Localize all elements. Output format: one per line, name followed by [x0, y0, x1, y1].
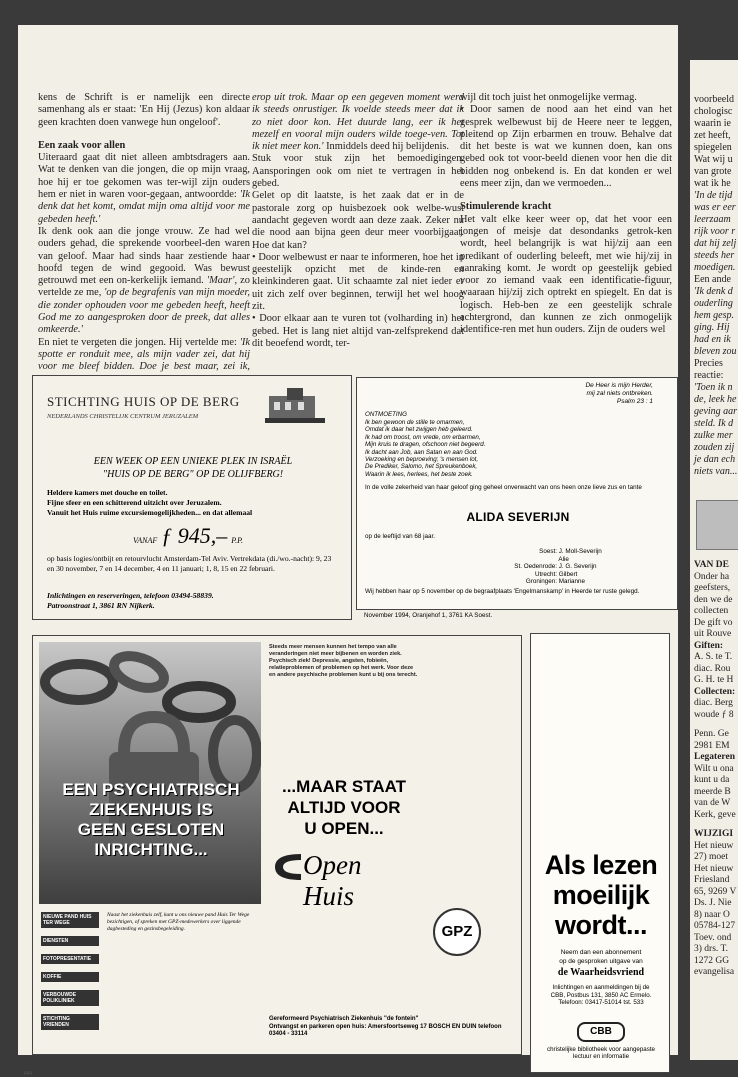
text-line: 1272 GG: [694, 955, 730, 966]
page-number: 844: [24, 1071, 33, 1077]
label-tag: DIENSTEN: [41, 936, 99, 946]
headline-line: EEN PSYCHIATRISCH: [62, 780, 240, 799]
text-line: geefsters,: [694, 583, 731, 593]
family-member: Groningen: Marianne: [525, 578, 586, 586]
paragraph: Stuk voor stuk zijn het bemoedigingen. Aansporingen ook om niet te vertragen in het gebed.: [252, 153, 464, 190]
deceased-name: ALIDA SEVERIJN: [466, 510, 570, 524]
right-page-column-lower: [694, 560, 738, 979]
label-tag: FOTOPRESENTATIE: [41, 954, 99, 964]
chain-illustration: [39, 642, 261, 904]
right-page-column: [694, 94, 738, 478]
right-page-image: [696, 500, 738, 550]
poem-line: Waarin ik lees, herlees, het beste zoek.: [365, 470, 473, 478]
text-line: diac. Rou: [694, 663, 731, 674]
text-line: van de W: [694, 798, 731, 808]
headline-line: moeilijk: [552, 880, 650, 910]
headline-line: INRICHTING...: [94, 840, 208, 859]
quote-reference: Psalm 23 : 1: [616, 398, 653, 405]
ad-price: VANAF ƒ 945,– P.P.: [133, 523, 244, 548]
label-tags: [41, 912, 99, 1038]
death-notice: [356, 377, 678, 610]
label-tag: STICHTING VRIENDEN: [41, 1014, 99, 1030]
ad-caption: Naast het ziekenhuis zelf, kunt u ons nieuwe pand Huis Ter Wege bezichtigen, of spreken met GPZ-medewerkers over liggende dagbesteding en gezinsbegeleiding.: [107, 912, 250, 932]
ad-middle-text: Steeds meer mensen kunnen het tempo van alle veranderingen niet meer bijbenen en worden ziek. Psychisch ziek! Depressie, angsten, fobieën, relatieproblemen of problemen op het werk. Voor deze en andere psychische problemen kunt u bij ons terecht.: [269, 644, 418, 678]
text-line: Het nieuw: [694, 863, 734, 874]
text-line: niets van...: [694, 466, 738, 477]
text-line: hem gesp.: [694, 310, 734, 321]
poem-line: Mijn kruis te dragen, ofschoon niet begeerd.: [365, 441, 486, 449]
tagline-line: U OPEN...: [304, 819, 384, 838]
text-line: woude ƒ 8: [694, 709, 734, 720]
text-line: Wat wij u: [694, 154, 733, 165]
notice-address: November 1994, Oranjehof 1, 3761 KA Soest.: [364, 612, 493, 619]
poem: [365, 419, 485, 478]
text-line: Precies: [694, 358, 723, 369]
text-line: Het nieuw: [694, 840, 734, 851]
quote-line: De Heer is mijn Herder,: [585, 382, 653, 389]
text-line: moedigen.: [694, 262, 736, 273]
ad-als-lezen: [530, 633, 670, 1073]
text-line: WIJZIGI: [694, 829, 734, 839]
text-line: had en ik: [694, 334, 731, 345]
text-line: zulke mer: [694, 430, 733, 441]
paragraph: wijl dit toch juist het onmogelijke vermag.: [460, 92, 637, 103]
text-line: reactie:: [694, 370, 724, 381]
text-line: Friesland: [694, 875, 730, 885]
burial-info: Wij hebben haar op 5 november op de begraafplaats 'Engelmanskamp' in Heerde ter ruste gelegd.: [365, 588, 640, 595]
poem-line: Ik dacht aan Job, aan Satan en aan God.: [365, 448, 478, 456]
text-line: collecten: [694, 606, 729, 616]
gpz-logo: GPZ: [433, 908, 481, 956]
family-member: St. Oedenrode: J. G. Severijn: [514, 563, 597, 571]
headline-line: ZIEKENHUIS IS: [89, 800, 213, 819]
paragraph: Het valt elke keer weer op, dat het voor een jongen of meisje dat desondanks getrok-ken wordt, heel belangrijk is wat hij/zij aan een predikant of ouderling beleeft, met wie hij/zij in aanraking komt. Je wordt op geestelijk gebied voor zo iemand vaak een identificatie-figuur, waaraan hij/zij zich optrekt en spiegelt. En dat is logisch. Heb-ben ze een geestelijk schrale achtergrond, dan kunnen ze zich onmogelijk identifice-ren met hun ouders. Zijn de ouders wel: [460, 213, 672, 336]
text-line: wat ik he: [694, 178, 731, 189]
poem-line: Ik ben gewoon de stille te omarmen,: [365, 419, 465, 426]
paragraph: Uiteraard gaat dit niet alleen ambtsdragers aan. Wat te denken van die jongen, die op mijn vraag, hoe hij er toe gekomen was ter-wijl zijn ouders hem er niet in waren voor-gegaan, antwoordde: 'Ik denk dat het komt, omdat mijn oma altijd voor me gebeden heeft.': [38, 152, 250, 225]
paragraph: En niet te vergeten die jongen. Hij vertelde me: 'Ik spotte er ronduit mee, als mijn vader zei, dat hij voor me bleef bidden. Doe je best maar, zei ik,: [38, 336, 250, 373]
section-heading: Een zaak voor allen: [38, 139, 126, 151]
open-huis-logo: [273, 848, 419, 911]
poem-line: Verzoeking en beproeving; 's mensen lot,: [365, 456, 479, 464]
ad-psychiatric-hospital: [32, 635, 522, 1055]
text-line: meerde B: [694, 786, 731, 797]
text-line: Ds. J. Nie: [694, 898, 732, 908]
text-line: Collecten:: [694, 686, 736, 697]
paragraph: • Door samen de nood aan het eind van het gesprek welbewust bij de Heere neer te leggen, pleitend op Zijn erbarmen en trouw. Behalve dat dit het beste is wat we kunnen doen, kan ons gebed ook tot voor-beeld dienen voor hen die dit bidden nog onbekend is. En dat konden er wel eens meer zijn, dan we vermoeden...: [460, 104, 672, 190]
text-line: De gift vo: [694, 617, 733, 628]
paragraph: erop uit trok. Maar op een gegeven moment werd ik steeds onrustiger. Ik voelde steeds meer dat ik zo niet door kon. Het duurde lang, eer ik het mezelf en vooral mijn ouders wilde toege-ven. Tot ik niet meer kon.' Inmiddels deed hij belijdenis.: [252, 92, 464, 153]
headline-line: Als lezen: [544, 850, 658, 880]
text-line: Onder ha: [694, 571, 730, 582]
tagline-line: ...MAAR STAAT: [281, 777, 407, 796]
article-column-1: [38, 92, 250, 386]
poem-line: Omdat ik daar het zwijgen heb geleerd.: [365, 426, 473, 434]
right-page: [690, 60, 738, 1060]
text-line: bleven zou: [694, 346, 737, 357]
paragraph: Ik denk ook aan die jonge vrouw. Ze had wel ouders gehad, die sprekende voorbeel-den waren van geloof. Maar had sinds haar zestiende haar hoofd tegen de wind gegooid. Was bewust getrouwd met een on-kerkelijk iemand. 'Maar', zo vertelde ze me, 'op de begrafenis van mijn moeder, die zonder ophouden voor me gebeden heeft, heeft God me zo aangesproken door de preek, dat alles omkeerde.': [38, 225, 250, 336]
text-line: je dan ech: [694, 454, 736, 465]
text-line: dat hij zelj: [694, 238, 737, 249]
text-line: Toev. ond: [694, 932, 732, 943]
text-line: waarin ie: [694, 118, 731, 129]
ad-contact: Inlichtingen en reserveringen, telefoon 03494-58839.: [47, 591, 214, 600]
poem-title: ONTMOETING: [365, 411, 407, 418]
text-line: de, leek he: [694, 394, 737, 405]
ad-info: op basis logies/ontbijt en retourvlucht Amsterdam-Tel Aviv. Vertrekdata (di./wo.-nacht): 9, 23 en 30 november, 7 en 14 december, 4 en 11 januari; 1, 8, 15 en 22 februari.: [47, 554, 332, 573]
family-member: Alie: [558, 555, 569, 563]
text-line: leerzaam: [694, 214, 731, 225]
label-tag: KOFFIE: [41, 972, 99, 982]
text-line: chologisc: [694, 106, 733, 117]
notice-age: op de leeftijd van 68 jaar.: [365, 533, 436, 540]
ad-brand: de Waarheidsvriend: [557, 967, 645, 978]
text-line: voorbeeld: [694, 94, 734, 105]
ad-footer: Ontvangst en parkeren open huis: Amersfoortseweg 17 BOSCH EN DUIN telefoon 03404 - 33114: [269, 1024, 502, 1037]
ad-subtext: op de gesproken uitgave van: [559, 958, 643, 965]
label-tag: NIEUWE PAND HUIS TER WEGE: [41, 912, 99, 928]
text-line: zet heeft,: [694, 130, 731, 141]
text-line: rijk voor r: [694, 226, 736, 237]
text-line: A. S. te T.: [694, 652, 733, 662]
text-line: diac. Berg: [694, 698, 733, 708]
text-line: 27) moet: [694, 852, 729, 862]
text-line: 2981 EM: [694, 740, 730, 751]
text-line: van grote: [694, 166, 732, 177]
text-line: Een ande: [694, 274, 731, 285]
text-line: den we de: [694, 594, 733, 605]
text-line: [694, 821, 738, 829]
text-line: [694, 721, 738, 729]
poem-line: De Prediker, Salomo, het Spreukenboek,: [365, 463, 478, 471]
text-line: ging. Hij: [694, 322, 730, 333]
text-line: spiegelen: [694, 142, 732, 153]
text-line: Kerk, geve: [694, 809, 736, 820]
paragraph: kens de Schrift is er namelijk een directe samenhang als er staat: 'En Hij (Jezus) kon aldaar geen krachten doen vanwege hun ongeloof'.: [38, 92, 250, 128]
text-line: steld. Ik d: [694, 418, 734, 429]
article-column-2: [252, 92, 464, 350]
paragraph: • Door welbewust er naar te informeren, hoe het in geestelijk opzicht met de kinde-ren en kleinkinderen gaat. Uit schaamte zal niet ieder er uit zich zelf over beginnen, terwijl het wel hoog zit.: [252, 251, 464, 313]
ad-contact: Patroonstraat 1, 3861 RN Nijkerk.: [47, 601, 155, 610]
headline-line: GEEN GESLOTEN: [77, 820, 225, 839]
label-tag: VERBOUWDE POLIKLINIEK: [41, 990, 99, 1006]
ad-feature: Vanuit het Huis ruime excursiemogelijkheden... en dat allemaal: [47, 508, 253, 517]
open-huis-text: Open Huis: [303, 850, 362, 911]
text-line: VAN DE: [694, 560, 729, 570]
family-member: Soest: J. Moll-Severijn: [539, 548, 602, 555]
text-line: 65, 9269 V: [694, 886, 737, 897]
ad-slogan-1: EEN WEEK OP EEN UNIEKE PLEK IN ISRAËL: [93, 456, 293, 467]
text-line: 3) drs. T.: [694, 944, 728, 954]
building-illustration: [265, 386, 325, 424]
ad-title: STICHTING HUIS OP DE BERG: [47, 394, 240, 409]
text-line: Legateren: [694, 752, 735, 762]
article-column-3: [460, 92, 672, 337]
ad-subtitle: NEDERLANDS CHRISTELIJK CENTRUM JERUZALEM: [47, 413, 199, 420]
ad-info: Inlichtingen en aanmeldingen bij de CBB, Postbus 131, 3850 AC Ermelo. Telefoon: 03417-51014 tst. 533: [550, 984, 652, 1007]
chain-photo: [39, 642, 261, 904]
text-line: evangelisa: [694, 967, 735, 977]
text-line: Giften:: [694, 640, 724, 651]
ad-huis-op-de-berg: [32, 375, 352, 620]
text-line: geving aar: [694, 406, 738, 417]
notice-intro: In de volle zekerheid van haar geloof ging geheel onverwacht van ons heen onze lieve zus en tante: [365, 484, 642, 491]
ad-footer: Gereformeerd Psychiatrisch Ziekenhuis "de fontein": [269, 1016, 419, 1022]
family-list: [497, 548, 602, 586]
ad-feature: Heldere kamers met douche en toilet.: [47, 488, 168, 497]
text-line: Penn. Ge: [694, 729, 729, 739]
ad-footer: christelijke bibliotheek voor aangepaste lectuur en informatie: [546, 1046, 655, 1061]
headline-line: wordt...: [555, 910, 647, 940]
text-line: was er eer: [694, 202, 736, 213]
poem-line: Ik had om troost, om vrede, om erbarmen,: [365, 433, 481, 441]
open-huis-swoosh: [273, 848, 303, 886]
text-line: 'Ik denk d: [694, 286, 733, 297]
text-line: 8) naar O: [694, 909, 730, 920]
text-line: steeds her: [694, 250, 735, 261]
text-line: uit Rouve: [694, 629, 732, 639]
text-line: zouden zij: [694, 442, 735, 453]
left-page: [18, 25, 678, 1077]
ad-feature: Fijne sfeer en een schitterend uitzicht over Jeruzalem.: [47, 498, 222, 507]
tagline-line: ALTIJD VOOR: [287, 798, 401, 817]
ad-tagline: [269, 776, 419, 839]
ad-subtext: Neem dan een abonnement: [560, 949, 642, 956]
text-line: 'Toen ik n: [694, 382, 733, 393]
ad-headline: [45, 780, 257, 860]
text-line: Wilt u ona: [694, 763, 734, 774]
ad-slogan-2: "HUIS OP DE BERG" OP DE OLIJFBERG!: [102, 469, 284, 480]
text-line: 05784-127: [694, 921, 736, 931]
quote-line: mij zal niets ontbreken.: [586, 390, 653, 397]
cbb-logo: CBB: [577, 1022, 625, 1042]
section-heading: Stimulerende kracht: [460, 201, 552, 213]
ad-headline: [531, 850, 671, 940]
text-line: kunt u da: [694, 775, 730, 785]
paragraph: • Door elkaar aan te vuren tot (volharding in) het gebed. Het is lang niet altijd van-zelfsprekend dat dit beoefend wordt, ter-: [252, 313, 464, 349]
text-line: G. H. te H: [694, 675, 734, 685]
text-line: ouderling: [694, 298, 733, 309]
text-line: 'In de tijd: [694, 190, 733, 201]
paragraph: Gelet op dit laatste, is het zaak dat er in de pastorale zorg op huisbezoek ook welbe-wust aandacht gegeven wordt aan deze zaak. Zeker nu die nood aan bijna geen deur meer voorbijgaat. Hoe dat kan?: [252, 190, 464, 251]
family-member: Utrecht: Gilbert: [534, 570, 578, 578]
